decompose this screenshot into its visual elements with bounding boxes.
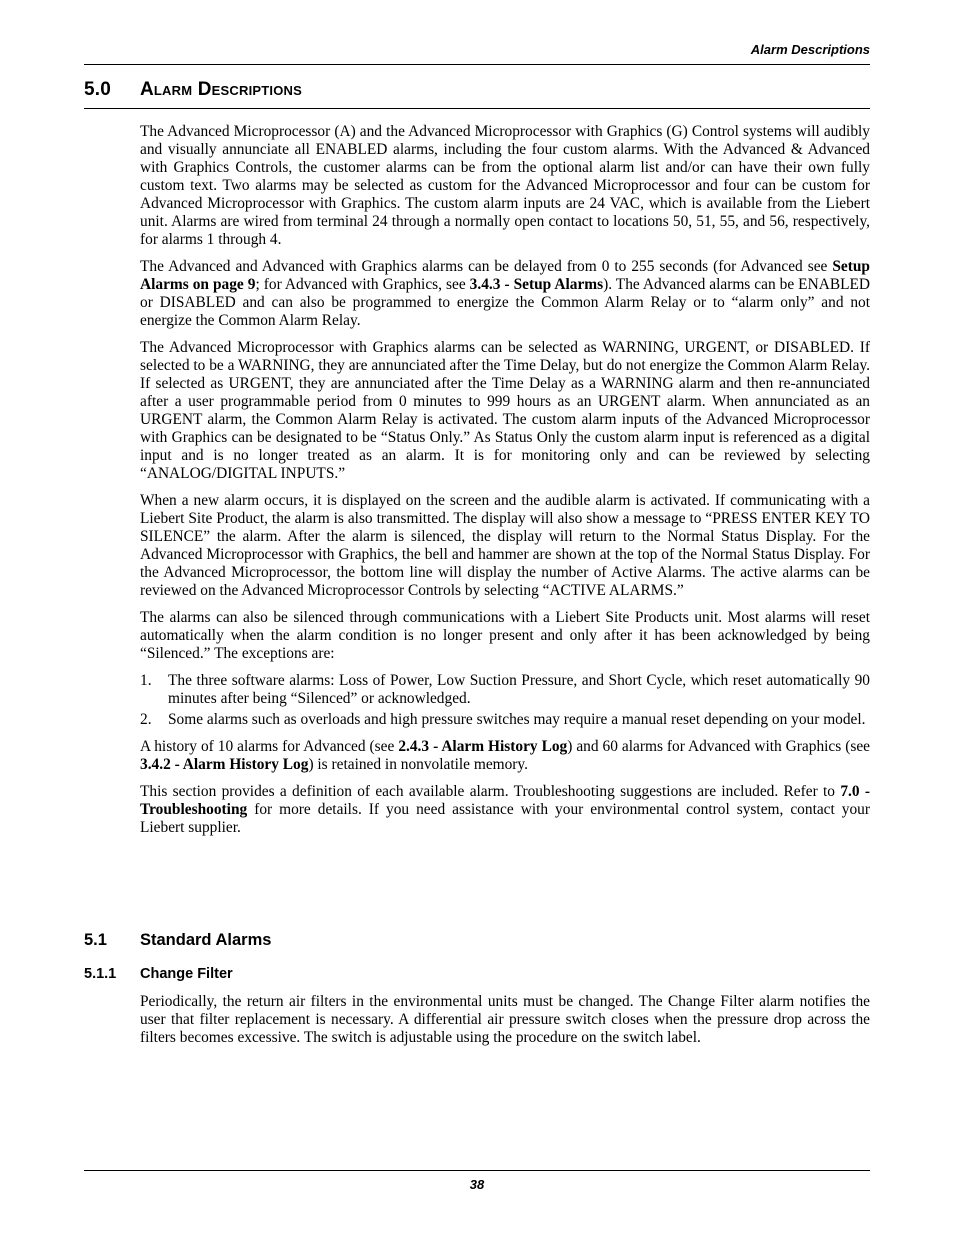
cross-reference-link[interactable]: 2.4.3 - Alarm History Log bbox=[398, 738, 568, 755]
cross-reference-link[interactable]: 3.4.2 - Alarm History Log bbox=[140, 756, 309, 773]
list-item bbox=[140, 672, 870, 708]
section-title: Alarm Descriptions bbox=[140, 79, 302, 100]
footer-rule bbox=[84, 1170, 870, 1171]
cross-reference-link[interactable]: 3.4.3 - Setup Alarms bbox=[469, 276, 604, 293]
running-header: Alarm Descriptions bbox=[750, 42, 870, 57]
cross-reference-link[interactable]: 7.0 - Troubleshooting bbox=[140, 783, 870, 818]
text: ). The Advanced alarms can be ENABLED or DISABLED and can also be programmed to energize the Common Alarm Relay or to “alarm only” and not energize the Common Alarm Relay. bbox=[140, 276, 870, 329]
cross-reference-link[interactable]: Setup Alarms on page 9 bbox=[140, 258, 870, 293]
list-marker: 1. bbox=[140, 672, 152, 689]
text: for more details. If you need assistance with your environmental control system, contact your Liebert supplier. bbox=[140, 801, 870, 836]
page-number: 38 bbox=[469, 1177, 485, 1192]
subsubsection-number: 5.1.1 bbox=[84, 966, 117, 982]
section-body bbox=[140, 123, 870, 846]
paragraph-new-alarm: When a new alarm occurs, it is displayed on the screen and the audible alarm is activated. If communicating with a Liebert Site Product, the alarm is also transmitted. The display will also show a message to “PRESS ENTER KEY TO SILENCE” the alarm. After the alarm is silenced, the display will return to the Normal Status Display. For the Advanced Microprocessor with Graphics, the bell and hammer are shown at the top of the Normal Status Display. For the Advanced Microprocessor, the bottom line will display the number of Active Alarms. The active alarms can be reviewed on the Advanced Microprocessor Controls by selecting “ACTIVE ALARMS.” bbox=[140, 492, 870, 599]
paragraph-history bbox=[140, 738, 870, 774]
paragraph-section-overview bbox=[140, 783, 870, 837]
exceptions-list bbox=[140, 672, 870, 729]
text: ; for Advanced with Graphics, see bbox=[255, 276, 470, 293]
section-heading-rule bbox=[84, 108, 870, 109]
section-heading bbox=[84, 78, 870, 102]
text: ) and 60 alarms for Advanced with Graphics (see bbox=[567, 738, 870, 755]
paragraph-silencing: The alarms can also be silenced through communications with a Liebert Site Products unit. Most alarms will reset automatically when the alarm condition is no longer present and only after it has been acknowledged by being “Silenced.” The exceptions are: bbox=[140, 609, 870, 662]
change-filter-body bbox=[140, 993, 870, 1047]
text: ) is retained in nonvolatile memory. bbox=[308, 756, 528, 773]
list-marker: 2. bbox=[140, 711, 152, 728]
text: A history of 10 alarms for Advanced (see bbox=[140, 738, 399, 755]
paragraph-delay bbox=[140, 258, 870, 330]
paragraph-change-filter: Periodically, the return air filters in the environmental units must be changed. The Change Filter alarm notifies the user that filter replacement is necessary. A differential air pressure switch closes when the pressure drop across the filters becomes excessive. The switch is adjustable using the procedure on the switch label. bbox=[140, 993, 870, 1046]
list-item-text: Some alarms such as overloads and high pressure switches may require a manual reset depending on your model. bbox=[168, 711, 866, 728]
section-number: 5.0 bbox=[84, 79, 112, 100]
list-item-text: The three software alarms: Loss of Power, Low Suction Pressure, and Short Cycle, which reset automatically 90 minutes after being “Silenced” or acknowledged. bbox=[168, 672, 870, 707]
paragraph-intro: The Advanced Microprocessor (A) and the Advanced Microprocessor with Graphics (G) Control systems will audibly and visually annunciate all ENABLED alarms, including the four custom alarms. With the Advanced & Advanced with Graphics Controls, the customer alarms can be from the optional alarm list and/or can have their own fully custom text. Two alarms may be selected as custom for the Advanced Microprocessor and four can be custom for Advanced Microprocessor with Graphics. The custom alarm inputs are 24 VAC, which is available from the Liebert unit. Alarms are wired from terminal 24 through a normally open contact to locations 50, 51, 55, and 56, respectively, for alarms 1 through 4. bbox=[140, 123, 870, 248]
text: This section provides a definition of each available alarm. Troubleshooting suggestions are included. Refer to bbox=[140, 783, 841, 800]
list-item bbox=[140, 711, 870, 729]
subsection-title: Standard Alarms bbox=[140, 931, 272, 949]
subsection-heading bbox=[84, 930, 271, 950]
header-rule bbox=[84, 64, 870, 65]
text: The Advanced and Advanced with Graphics alarms can be delayed from 0 to 255 seconds (for Advanced see bbox=[140, 258, 833, 275]
subsubsection-title: Change Filter bbox=[140, 966, 233, 982]
subsection-number: 5.1 bbox=[84, 931, 107, 949]
subsubsection-heading bbox=[84, 965, 233, 983]
paragraph-graphics-alarms: The Advanced Microprocessor with Graphics alarms can be selected as WARNING, URGENT, or DISABLED. If selected to be a WARNING, they are annunciated after the Time Delay, but do not energize the Common Alarm Relay. If selected as URGENT, they are annunciated after the Time Delay as a WARNING alarm and then re-annunciated after a user programmable period from 0 minutes to 999 hours as an URGENT alarm. When annunciated as an URGENT alarm, the Common Alarm Relay is activated. The custom alarm inputs of the Advanced Microprocessor with Graphics can be designated to be “Status Only.” As Status Only the custom alarm input is referenced as a digital input and is no longer treated as an alarm. It is for monitoring only and can be reviewed by selecting “ANALOG/DIGITAL INPUTS.” bbox=[140, 339, 870, 482]
